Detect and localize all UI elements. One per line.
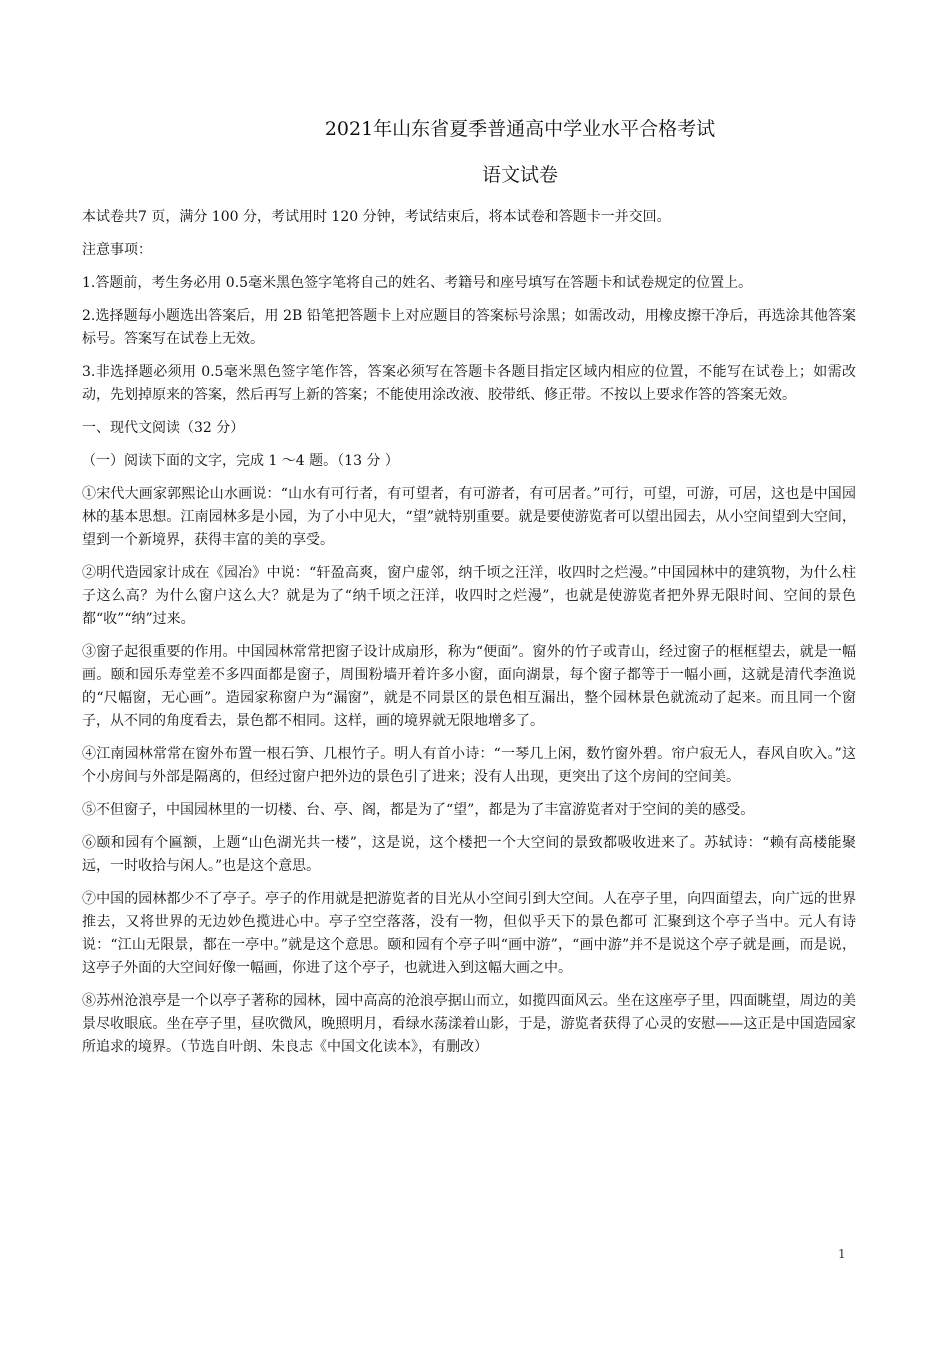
- page-number: 1: [838, 1247, 846, 1261]
- passage-paragraph-4: ④江南园林常常在窗外布置一根石笋、几根竹子。明人有首小诗：“一琴几上闲，数竹窗外碧。帘户寂无人，春风自吹入。”这个小房间与外部是隔离的，但经过窗户把外边的景色引了进来；没有人出现，更突出了这个房间的空间美。: [82, 746, 856, 785]
- passage-paragraph-6: ⑥颐和园有个匾额，上题“山色湖光共一楼”，这是说，这个楼把一个大空间的景致都吸收进来了。苏轼诗：“赖有高楼能聚远，一时收拾与闲人。”也是这个意思。: [82, 835, 856, 874]
- notice-item-1: 1.答题前，考生务必用 0.5毫米黑色签字笔将自己的姓名、考籍号和座号填写在答题卡和试卷规定的位置上。: [82, 275, 753, 291]
- page-title: 2021年山东省夏季普通高中学业水平合格考试: [324, 118, 716, 140]
- notice-heading: 注意事项：: [82, 242, 152, 258]
- passage-paragraph-2: ②明代造园家计成在《园冶》中说：“轩盈高爽，窗户虚邻，纳千顷之汪洋，收四时之烂漫。”中国园林中的建筑物，为什么柱子这么高？为什么窗户这么大？就是为了“纳千顷之汪洋，收四时之烂漫”，也就是使游览者把外界无限时间、空间的景色都“收”“纳”过来。: [82, 565, 856, 627]
- section-heading: 一、现代文阅读（32 分）: [82, 420, 245, 436]
- exam-intro: 本试卷共7 页，满分 100 分，考试用时 120 分钟，考试结束后，将本试卷和答题卡一并交回。: [82, 209, 671, 225]
- notice-item-2: 2.选择题每小题选出答案后，用 2B 铅笔把答题卡上对应题目的答案标号涂黑；如需改动，用橡皮擦干净后，再选涂其他答案标号。答案写在试卷上无效。: [82, 308, 856, 347]
- document-body: [82, 206, 856, 1069]
- passage-paragraph-3: ③窗子起很重要的作用。中国园林常常把窗子设计成扇形，称为“便面”。窗外的竹子或青山，经过窗子的框框望去，就是一幅画。颐和园乐寿堂差不多四面都是窗子，周围粉墙开着许多小窗，面向湖景，每个窗子都等于一幅小画，这就是清代李渔说的“尺幅窗，无心画”。造园家称窗户为“漏窗”，就是不同景区的景色相互漏出，整个园林景色就流动了起来。而且同一个窗子，从不同的角度看去，景色都不相同。这样，画的境界就无限地增多了。: [82, 644, 856, 729]
- notice-item-3: 3.非选择题必须用 0.5毫米黑色签字笔作答，答案必须写在答题卡各题目指定区域内相应的位置，不能写在试卷上；如需改动，先划掉原来的答案，然后再写上新的答案；不能使用涂改液、胶带纸、修正带。不按以上要求作答的答案无效。: [82, 364, 856, 403]
- subsection-heading: （一）阅读下面的文字，完成 1 ～4 题。（13 分 ）: [82, 453, 399, 469]
- page-subtitle: 语文试卷: [481, 164, 558, 186]
- passage-paragraph-5: ⑤不但窗子，中国园林里的一切楼、台、亭、阁，都是为了“望”，都是为了丰富游览者对于空间的美的感受。: [82, 802, 755, 818]
- passage-paragraph-1: ①宋代大画家郭熙论山水画说：“山水有可行者，有可望者，有可游者，有可居者。”可行，可望，可游，可居，这也是中国园林的基本思想。江南园林多是小园，为了小中见大，“望”就特别重要。就是要使游览者可以望出园去，从小空间望到大空间，望到一个新境界，获得丰富的美的享受。: [82, 486, 856, 548]
- passage-paragraph-7: ⑦中国的园林都少不了亭子。亭子的作用就是把游览者的目光从小空间引到大空间。人在亭子里，向四面望去，向广远的世界推去，又将世界的无边妙色揽进心中。亭子空空落落，没有一物，但似乎天下的景色都可 汇聚到这个亭子当中。元人有诗说：“江山无限景，都在一亭中。”就是这个意思。颐和园有个亭子叫“画中游”，“画中游”并不是说这个亭子就是画，而是说，这亭子外面的大空间好像一幅画，你进了这个亭子，也就进入到这幅大画之中。: [82, 891, 856, 976]
- passage-paragraph-8: ⑧苏州沧浪亭是一个以亭子著称的园林，园中高高的沧浪亭据山而立，如揽四面风云。坐在这座亭子里，四面眺望，周边的美景尽收眼底。坐在亭子里，昼吹微风，晚照明月，看绿水荡漾着山影，于是，游览者获得了心灵的安慰——这正是中国造园家所追求的境界。（节选自叶朗、朱良志《中国文化读本》，有删改）: [82, 993, 856, 1055]
